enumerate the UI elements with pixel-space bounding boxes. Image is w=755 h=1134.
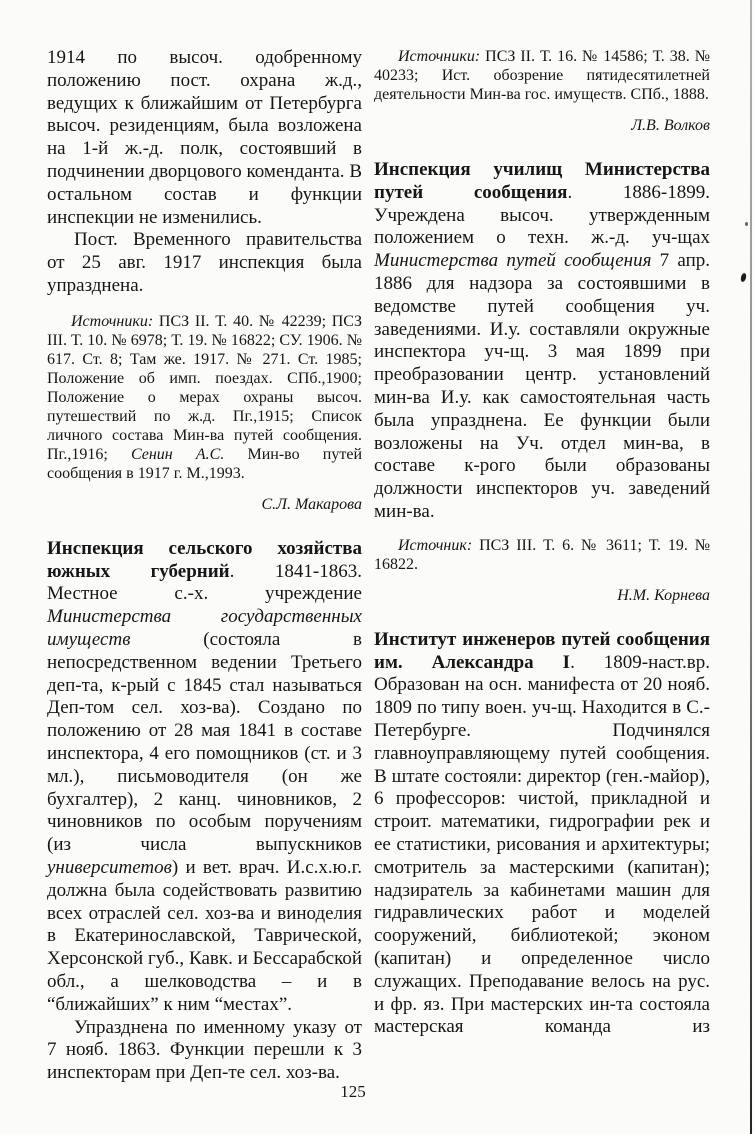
sources-note [374,536,710,574]
article-institute-of-engineers [374,629,710,1039]
author-signature: Л.В. Волков [631,117,710,134]
author-signature: С.Л. Макарова [261,495,362,513]
text-segment: ) и вет. врач. И.с.х.ю.г. должна была содействовать развитию всех отраслей сел. хоз-ва и виноделия в Екатеринославской, Таврической, Херсонской губ., Кавк. и Бессарабской обл., а шелководства – и в “ближайших” к ним “местах”. [47,856,362,1015]
paragraph: 1914 по высоч. одобренному положению пост. охрана ж.д., ведущих к ближайшим от Петербурга высоч. резиденциям, была возложена на 1-й ж.-д. полк, состоявший в подчинении дворцового коменданта. В остальном состав и функции инспекции не изменились. [47,47,362,228]
right-column [374,47,710,1039]
text-segment: Инспекция училищ Министерства путей сообщения [374,159,710,203]
article-lead-paragraph [47,538,362,1017]
text-segment: Институт инженеров путей сообщения им. Александра I [374,628,710,673]
sources-note [47,312,362,483]
sources-note [374,47,710,104]
article-agriculture-inspection [47,538,362,1085]
article-continuation-railway-inspection [47,47,362,514]
paragraph: Пост. Временного правительства от 25 авг. 1917 инспекция была упразднена. [47,229,362,296]
scan-speck-artifact [745,222,748,226]
text-segment: ПСЗ III. Т. 6. № 3611; Т. 19. № 16822. [374,536,711,573]
text-segment: ПСЗ II. Т. 16. № 14586; Т. 38. № 40233; Ист. обозрение пятидесятилетней деятельности Мин-ва гос. имуществ. СПб., 1888. [374,48,710,103]
text-segment: . 1841-1863. Местное с.-х. учреждение [47,560,362,605]
text-segment: (состояла в непосредственном ведении Третьего деп-та, к-рый с 1845 стал называться Деп-том сел. хоз-ва). Создано по положению от 28 мая 1841 в составе инспектора, 4 его помощников (ст. и 3 мл.), письмоводителя (он же бухгалтер), 2 канц. чиновников, 2 чиновников по особым поручениям (из числа выпускников [47,628,362,856]
scan-binding-edge-artifact [750,0,752,1134]
text-segment: Министерства путей сообщения [374,250,652,272]
article-school-inspection [374,159,710,605]
author-signature: Н.М. Корнева [617,586,710,604]
text-segment: университетов [47,856,172,878]
text-segment: . 1809-наст.вр. Образован на осн. манифеста от 20 нояб. 1809 по типу воен. уч-щ. Находится в С.-Петербурге. Подчинялся главноуправляющему путей сообщения. В штате состояли: директор (ген.-майор), 6 профессоров: чистой, прикладной и строит. математики, гидрографии рек и ее статистики, рисования и архитектуры; смотритель за мастерскими (капитан); надзиратель за кабинетами машин для гидравлических работ и моделей сооружений, библиотекой; эконом (капитан) и определенное число служащих. Преподавание велось на рус. и фр. яз. При мастерских ин-та состояла мастерская команда из [374,651,710,1038]
scan-speck-artifact [740,273,747,283]
text-segment: Сенин А.С. [130,445,225,463]
text-segment: Министерства государственных имуществ [47,606,362,650]
text-segment: Источники: [398,48,486,65]
left-column [47,47,362,1085]
text-segment: Инспекция сельского хозяйства южных губерний [47,537,362,582]
article-lead-paragraph [374,629,710,1039]
text-segment: 7 апр. 1886 для надзора за состоявшими в ведомстве путей сообщения уч. заведениями. И.у. составляли окружные инспектора уч-щ. 3 мая 1899 при преобразовании центр. установлений мин-ва И.у. как самостоятельная часть была упразднена. Ее функции были возложены на Уч. отдел мин-ва, в составе к-рого были образованы должности инспекторов уч. заведений мин-ва. [374,250,710,522]
text-segment: ПСЗ II. Т. 40. № 42239; ПСЗ III. Т. 10. № 6978; Т. 19. № 16822; СУ. 1906. № 617. Ст. 8; Там же. 1917. № 271. Ст. 1985; Положение об имп. поездах. СПб.,1900; Положение о мерах охраны высоч. путешествий по ж.д. Пг.,1915; Список личного состава Мин-ва путей сообщения. Пг.,1916; [47,312,362,463]
paragraph: Упразднена по именному указу от 7 нояб. 1863. Функции перешли к 3 инспекторам при Деп-те сел. хоз-ва. [47,1016,362,1084]
text-segment: . 1886-1899. Учреждена высоч. утвержденным положением о техн. ж.-д. уч-щах [374,181,710,249]
article-continuation-inspection-sources [374,47,710,135]
text-segment: Источники: [71,312,159,330]
article-lead-paragraph [374,159,710,524]
page-number: 125 [340,1082,366,1101]
text-segment: Источник: [398,536,480,554]
text-segment: Мин-во путей сообщения в 1917 г. М.,1993. [47,445,362,482]
